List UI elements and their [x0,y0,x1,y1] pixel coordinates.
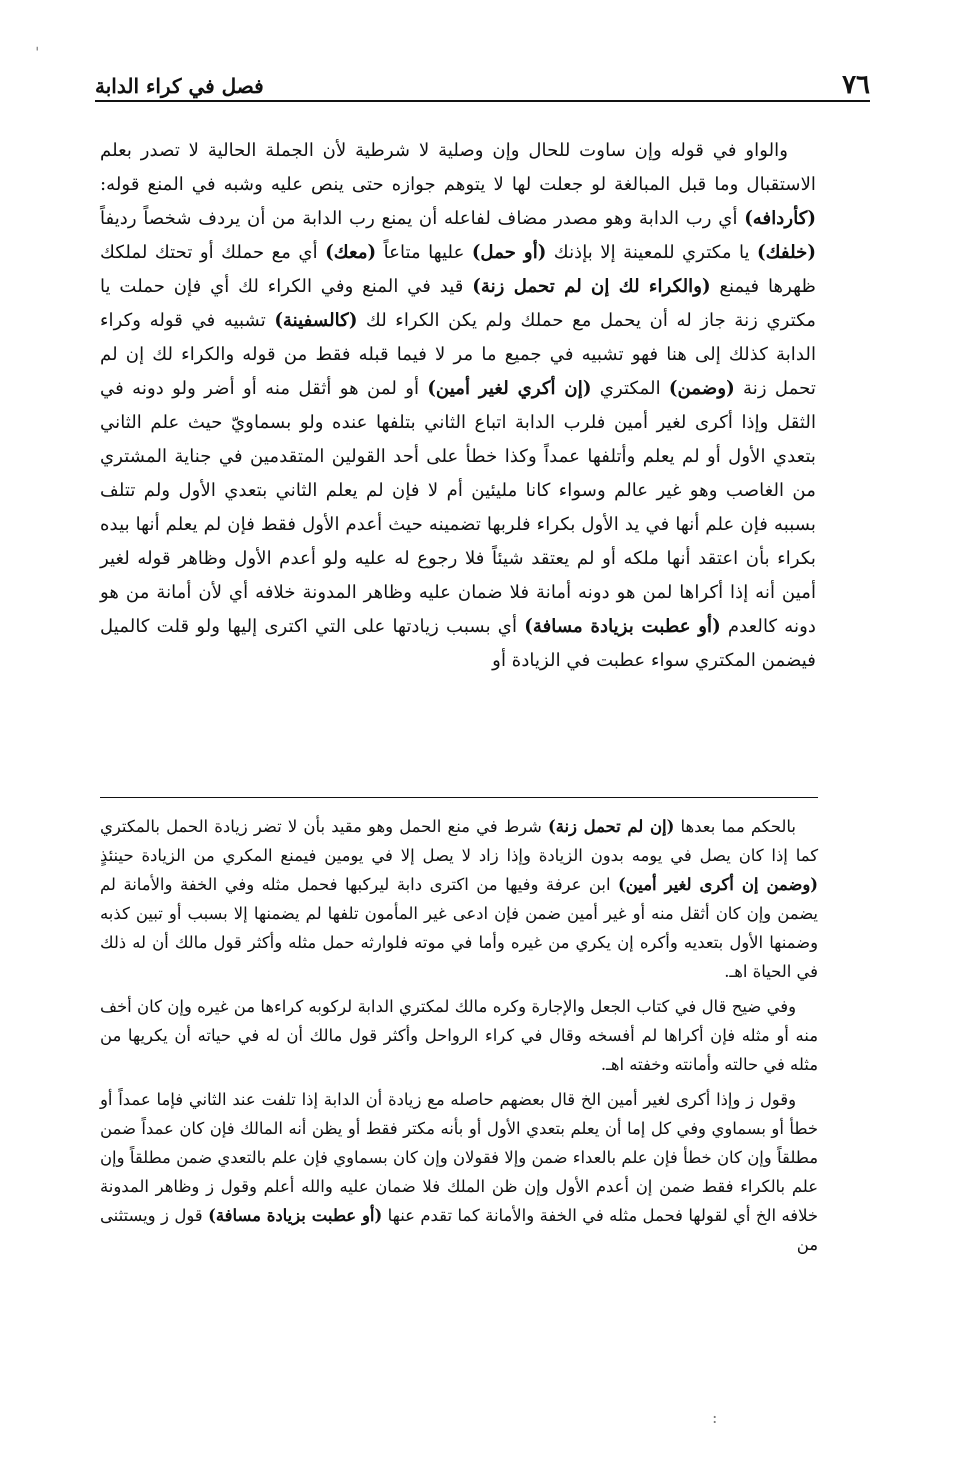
matn-quote: (إن لم تحمل زنة) [547,817,675,836]
text-segment: يا مكتري للمعينة إلا بإذنك [546,242,757,263]
page-header [95,72,870,106]
footnote-paragraph: وفي ضيح قال في كتاب الجعل والإجارة وكره مالك لمكتري الدابة لركوبه كراءها من غيره وإن كان أخف منه أو مثله فإن أكراها لم أفسخه وقال في كراء الرواحل وأكثر قول مالك أن له في حياته أن يكريها من مثله في حالته وأمانته وخفته اهـ. [100,997,818,1074]
header-rule [95,100,870,102]
page-number: ٧٦ [842,70,870,100]
footnotes [100,812,818,1265]
scan-speck: ˈ [35,44,40,63]
text-segment: تشبيه في قوله وكراء الدابة كذلك إلى هنا فهو تشبيه في جميع ما مر لا فيما قبله فقط من قوله والكراء لك إن لم تحمل زنة [100,310,816,399]
matn-quote: (معك) [325,242,377,263]
scan-speck: : [712,1408,718,1427]
matn-quote: (إن أكري لغير أمين) [427,378,592,399]
text-segment: شرط في منع الحمل وهو مقيد بأن لا تضر زيادة الحمل بالمكتري كما إذا كان يصل في يومه بدون الزيادة وإذا زاد لا يصل إلا في يومين فيمنع المكري من الزيادة حينئذٍ [100,817,818,865]
running-title: فصل في كراء الدابة [95,74,264,98]
text-segment: المكتري [591,378,669,399]
main-paragraph [100,134,816,678]
text-segment: ابن عرفة وفيها من اكترى دابة ليركبها فحمل مثله وفي الخفة والأمانة لم يضمن وإن كان أثقل منه أو غير أمين ضمن فإن ادعى غير المأمون تلفها لم يضمنها إلا بسبب أو تبين كذبه وضمنها الأول بتعديه وأكره إن يكري من غيره وأما في موته فلوارثه حمل مثله وأكثر قول مالك أن له ذلك في الحياة اهـ. [100,875,818,981]
text-segment: أي بسبب زيادتها على التي اكترى إليها ولو قلت كالميل فيضمن المكتري سواء عطبت في الزيادة أو [100,616,816,671]
main-text [100,134,816,678]
footnote-separator [100,797,818,798]
footnote-paragraph [100,1085,818,1259]
matn-quote: (والكراء لك إن لم تحمل زنة) [472,276,711,297]
text-segment: أي مع حملك أو تحتك لملكك ظهرها فيمنع [100,242,816,297]
text-segment: أو لمن هو أثقل منه أو أضر ولو دونه في الثقل وإذا أكرى لغير أمين فلرب الدابة اتباع الثاني بتلفها عنده ولو بسماويّ حيث علم الثاني بتعدي الأول أو لم يعلم وأتلفها عمداً وكذا خطأ على أحد القولين المتقدمين في جناية المشتري من الغاصب وهو غير عالم وسواء كانا مليئين أم لا فإن لم يعلم الثاني بتعدي الأول ولم تتلف بسببه فإن علم أنها في يد الأول بكراء فلربها تضمينه حيث أعدم الأول فقط فإن لم يعلم أنها بيده بكراء بأن اعتقد أنها ملكه أو لم يعتقد شيئاً فلا رجوع له عليه ولو أعدم الأول وظاهر قوله لغير أمين أنه إذا أكراها لمن هو دونه أمانة فلا ضمان عليه وظاهر المدونة خلافه أي لأن أمانة من هو دونه كالعدم [100,378,816,637]
text-segment: قول ز ويستثنى من [100,1206,818,1254]
text-segment: قيد في المنع وفي الكراء لك أي فإن حملت يا مكتري زنة جاز له أن يحمل مع حملك ولم يكن الكراء لك [100,276,816,331]
text-segment: بالحكم مما بعدها [674,817,796,836]
matn-quote: (أو حمل) [471,242,547,263]
matn-quote: (خلفك) [756,242,816,263]
matn-quote: (وضمن) [668,378,735,399]
matn-quote: (كالسفينة) [274,310,358,331]
matn-quote: (كأردافه) [744,208,816,229]
text-segment: وقول ز وإذا أكرى لغير أمين الخ قال بعضهم حاصله مع زيادة أن الدابة إذا تلفت عند الثاني فإما عمداً أو خطأ أو بسماوي وفي كل إما أن يعلم بتعدي الأول أو بأنه مكتر فقط أو يظن أنه المالك فإن كان عمداً ضمن مطلقاً وإن كان خطأ فإن علم بالعداء ضمن وإلا فقولان وإن كان بسماوي فإن علم بالتعدي ضمن مطلقاً وإن علم بالكراء فقط ضمن إن أعدم الأول وإن ظن الملك فلا ضمان عليه والله أعلم وقول ز وظاهر المدونة خلافه الخ أي لقولها فحمل مثله في الخفة والأمانة كما تقدم عنها [100,1090,819,1225]
footnote-paragraph [100,812,818,986]
text-segment: أي رب الدابة وهو مصدر مضاف لفاعله أن يمنع رب الدابة من أن يردف شخصاً رديفاً [100,208,745,229]
matn-quote: (أو عطبت بزيادة مسافة) [208,1206,383,1225]
text-segment: والواو في قوله وإن ساوت للحال وإن وصلية لا شرطية لأن الجملة الحالية لا تصدر بعلم الاستقبال وما قبل المبالغة لو جعلت لها لا يتوهم جوازه حتى ينص عليه وشبه في المنع قوله: [100,140,816,195]
text-segment: عليها متاعاً [376,242,472,263]
matn-quote: (أو عطبت بزيادة مسافة) [524,616,721,637]
matn-quote: (وضمن إن أكرى لغير أمين) [618,875,818,894]
